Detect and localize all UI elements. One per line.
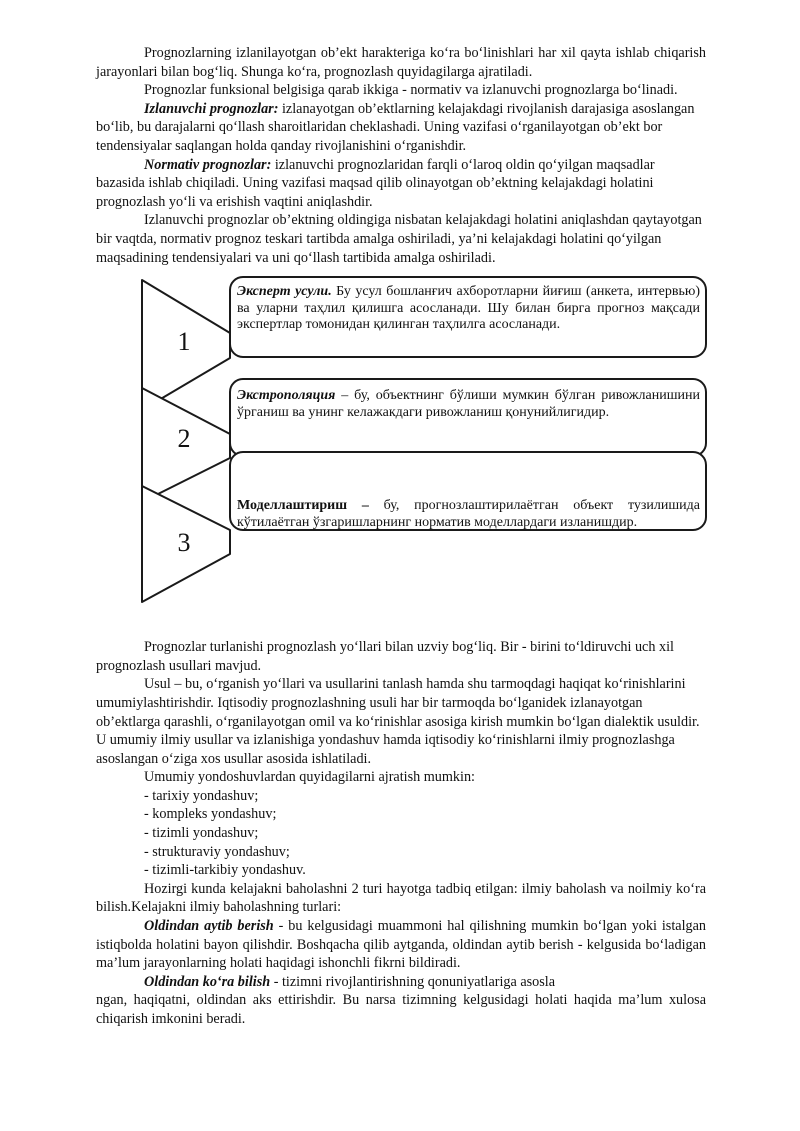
method-text-2 (230, 382, 706, 425)
list-item: - strukturaviy yondashuv; (144, 843, 290, 860)
document-page (96, 44, 706, 1029)
method-number-3: 3 (177, 528, 191, 558)
paragraph-compare: Izlanuvchi prognozlar ob’ektning oldingiga nisbatan kelajakdagi holatini aniqlashdan qaytayotgan bir vaqtda, normativ prognoz teskari tartibda amalga oshiriladi, ya’ni kelajakdagi holatini qo‘yilgan maqsadining tendensiyalari va uni qo‘llash tartibida amalga oshiriladi. (96, 212, 702, 266)
paragraph-normativ (96, 156, 706, 212)
list-item: - tarixiy yondashuv; (144, 787, 259, 804)
paragraph-usul: Usul – bu, o‘rganish yo‘llari va usullarini tanlash hamda shu tarmoqdagi haqiqat ko‘rinishlarini umumiylashtirishdir. Iqtisodiy prognozlashning usuli har bir tarmoqda bo‘lganidek izlanayotgan ob’ektlarga qarashli, o‘rganilayotgan omil va ko‘rinishlar asosiga kirish mumkin bo‘lgan dialektik usuldir. U umumiy ilmiy usullar va izlanishiga yondashuv hamda iqtisodiy ko‘rinishlarni ilmiy prognozlashga asoslangan o‘ziga xos usullar asosida ishlatiladi. (96, 676, 700, 767)
term-oldindan-aytib: Oldindan aytib berish (144, 918, 274, 935)
definition-oldindan-kora: - tizimni rivojlantirishning qonuniyatlariga asosla (270, 973, 556, 990)
list-item: - tizimli yondashuv; (144, 825, 259, 842)
method-heading-2: Экстрополяция (237, 388, 336, 404)
paragraph-turlanish: Prognozlar turlanishi prognozlash yo‘llari bilan uzviy bog‘liq. Bir - birini to‘ldiruvchi uch xil prognozlash usullari mavjud. (96, 639, 674, 674)
list-item: - kompleks yondashuv; (144, 806, 277, 823)
method-heading-3: Моделлаштириш – (237, 498, 369, 514)
method-text-1 (230, 278, 706, 337)
method-desc-1: Бу усул бошланғич ахборотларни йиғиш (анкета, интервью) ва уларни таҳлил қилишга асосланади. Шу билан бирга прогноз мақсади экспертлар томонидан қилинган таҳлилга асосланади. (237, 284, 700, 332)
method-number-2: 2 (177, 424, 191, 454)
methods-diagram (96, 276, 706, 630)
paragraph-oldindan-kora (96, 973, 706, 992)
method-text-3 (230, 492, 706, 535)
method-number-1: 1 (177, 327, 191, 357)
definition-normativ: izlanuvchi prognozlaridan farqli o‘laroq oldin qo‘yilgan maqsadlar bazasida ishlab chiqiladi. Uning vazifasi maqsad qilib olinayotgan ob’ektning kelajakdagi holatini prognozlash yo‘li va erishish vaqtini aniqlashdir. (96, 156, 655, 210)
paragraph-baholash: Hozirgi kunda kelajakni baholashni 2 turi hayotga tadbiq etilgan: ilmiy baholash va noilmiy ko‘ra bilish.Kelajakni ilmiy baholashning turlari: (96, 880, 706, 916)
paragraph-izlanuvchi (96, 100, 706, 156)
paragraph-oldindan-kora-cont: ngan, haqiqatni, oldindan aks ettirishdir. Bu narsa tizimning kelgusidagi holati haqida ma’lum xulosa chiqarish imkonini beradi. (96, 992, 706, 1027)
method-heading-1: Эксперт усули. (237, 284, 332, 300)
paragraph-intro-2: Prognozlar funksional belgisiga qarab ikkiga - normativ va izlanuvchi prognozlarga bo‘linadi. (144, 82, 678, 99)
list-item: - tizimli-tarkibiy yondashuv. (144, 862, 306, 879)
paragraph-intro-1: Prognozlarning izlanilayotgan ob’ekt harakteriga ko‘ra bo‘linishlari har xil qayta ishlab chiqarish jarayonlari bilan bog‘liq. Shunga ko‘ra, prognozlash quyidagilarga ajratiladi. (96, 45, 706, 80)
term-normativ: Normativ prognozlar: (144, 156, 272, 173)
definition-oldindan-aytib: - bu kelgusidagi muammoni hal qilishning mumkin bo‘lgan yoki istalgan istiqbolda holatini bayon qilishdir. Boshqacha qilib aytganda, oldindan aytib berish - kelgusida bo‘ladigan ma’lum jarayonlarning holati haqidagi ishonchli fikrni bildiradi. (96, 918, 706, 972)
method-desc-3: бу, прогнозлаштирилаётган объект тузилишида кўтилаётган ўзгаришларнинг норматив моделлардаги изланишдир. (237, 498, 700, 530)
definition-izlanuvchi: izlanayotgan ob’ektlarning kelajakdagi rivojlanish darajasiga asoslangan bo‘lib, bu darajalarni qo‘llash sharoitlaridan cheklashadi. Uning vazifasi o‘rganilayotgan ob’ekt bor tendensiyalar saqlangan holda qanday rivojlanishini o‘rganishdir. (96, 100, 695, 154)
method-desc-2: – бу, объектнинг бўлиши мумкин бўлган ривожланишини ўрганиш ва унинг келажакдаги ривожланиш қонунийлигидир. (237, 388, 700, 420)
term-oldindan-kora: Oldindan ko‘ra bilish (144, 973, 271, 990)
term-izlanuvchi: Izlanuvchi prognozlar: (144, 100, 279, 117)
paragraph-yondoshuv: Umumiy yondoshuvlardan quyidagilarni ajratish mumkin: (144, 769, 475, 786)
paragraph-oldindan-aytib (96, 917, 706, 973)
